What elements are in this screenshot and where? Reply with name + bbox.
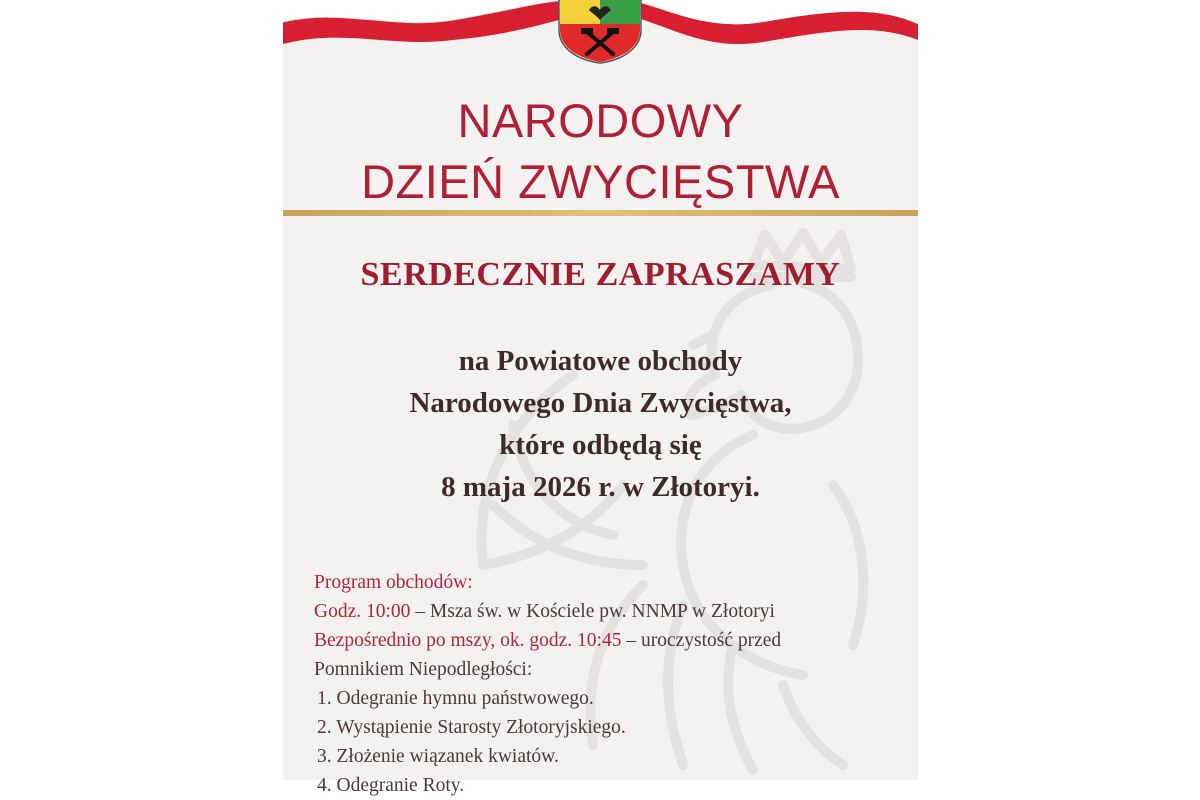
program-heading: Program obchodów: [314, 572, 473, 593]
after-time: Bezpośrednio po mszy, ok. godz. 10:45 [314, 630, 622, 651]
title-line-1: NARODOWY [457, 94, 744, 147]
program-item: 3. Złożenie wiązanek kwiatów. [317, 746, 559, 767]
program-item: 4. Odegranie Roty. [317, 775, 465, 796]
mass-time: Godz. 10:00 [314, 601, 411, 622]
after-text: – uroczystość przed [621, 630, 782, 651]
poster [283, 0, 918, 796]
details-line: 8 maja 2026 r. w Złotoryi. [441, 471, 760, 503]
program [314, 568, 914, 800]
mass-text: – Msza św. w Kościele pw. NNMP w Złotoryi [410, 601, 775, 622]
program-after-cont: Pomnikiem Niepodległości: [314, 659, 533, 680]
title-line-2: DZIEŃ ZWYCIĘSTWA [361, 155, 840, 208]
details-line: na Powiatowe obchody [458, 345, 743, 377]
program-item: 2. Wystąpienie Starosty Złotoryjskiego. [317, 717, 626, 738]
event-details [283, 340, 918, 508]
coat-of-arms-icon [551, 0, 649, 64]
invitation-heading: SERDECZNIE ZAPRASZAMY [360, 256, 841, 293]
divider [283, 210, 918, 216]
details-line: które odbędą się [499, 429, 702, 461]
program-mass [314, 597, 914, 626]
details-line: Narodowego Dnia Zwycięstwa, [409, 387, 792, 419]
program-item: 1. Odegranie hymnu państwowego. [317, 688, 594, 709]
program-after [314, 626, 914, 655]
